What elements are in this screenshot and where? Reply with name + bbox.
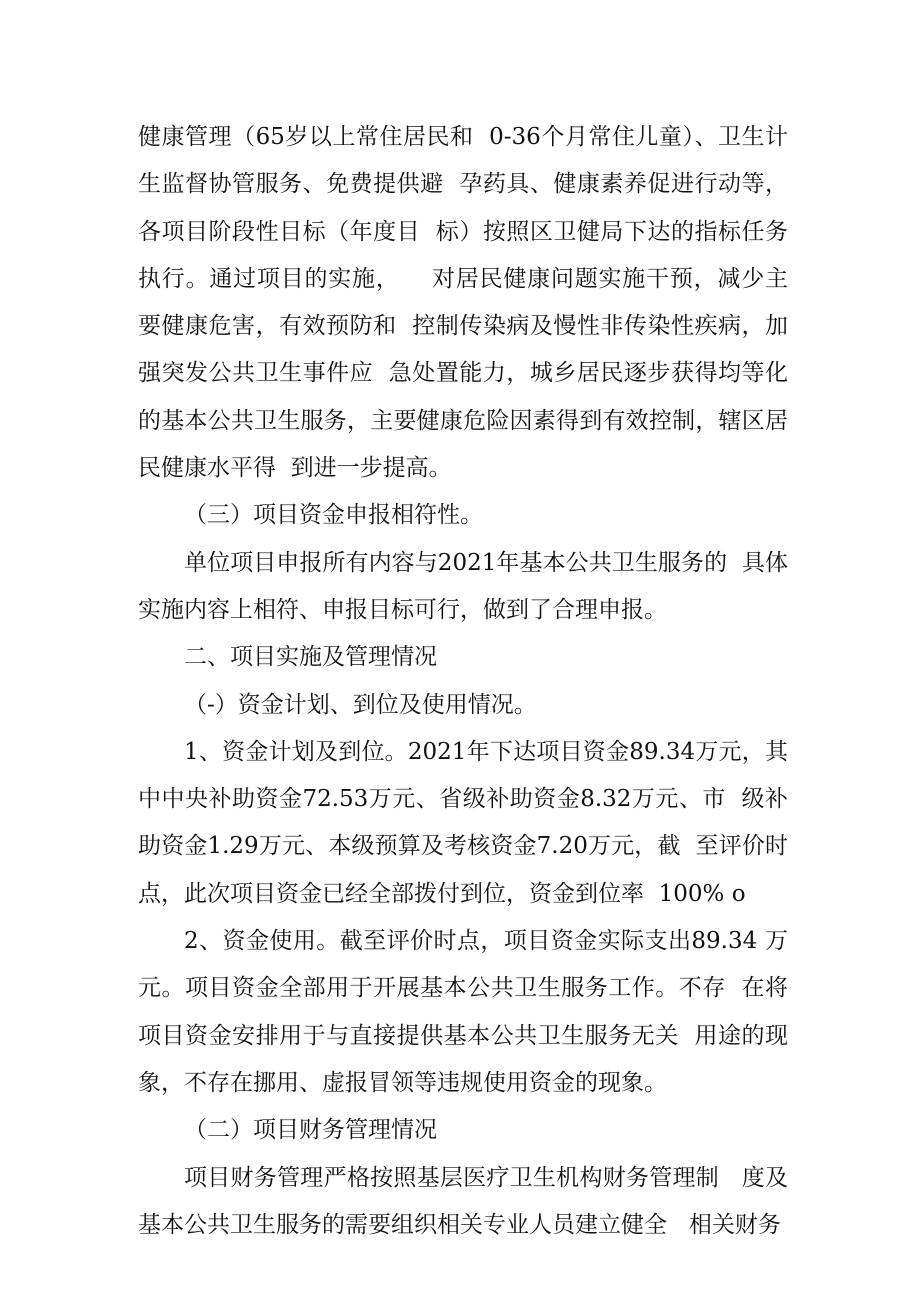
paragraph-health-management-continued: 健康管理（65岁以上常住居民和 0-36个月常住儿童）、卫生计生监督协管服务、免费提供避 孕药具、健康素养促进行动等，各项目阶段性目标（年度目 标）按照区卫健局下达的指标任务执行。通过项目的实施， 对居民健康问题实施干预，减少主要健康危害，有效预防和 控制传染病及慢性非传染性疾病，加强突发公共卫生事件应 急处置能力，城乡居民逐步获得均等化的基本公共卫生服务，主要健康危险因素得到有效控制，辖区居民健康水平得 到进一步提高。 <box>138 124 788 482</box>
paragraph-fund-usage: 2、资金使用。截至评价时点，项目资金实际支出89.34 万元。项目资金全部用于开展基本公共卫生服务工作。不存 在将项目资金安排用于与直接提供基本公共卫生服务无关 用途的现象，不存在挪用、虚报冒领等违规使用资金的现象。 <box>138 928 788 1096</box>
paragraph-fund-plan-arrival: 1、资金计划及到位。2021年下达项目资金89.34万元，其中中央补助资金72.53万元、省级补助资金8.32万元、市 级补助资金1.29万元、本级预算及考核资金7.20万元，截 至评价时点，此次项目资金已经全部拨付到位，资金到位率 100% o <box>138 738 788 907</box>
document-body <box>138 114 788 1249</box>
paragraph-financial-management: 项目财务管理严格按照基层医疗卫生机构财务管理制 度及基本公共卫生服务的需要组织相关专业人员建立健全 相关财务 <box>138 1164 788 1238</box>
heading-fund-plan-usage: （-）资金计划、到位及使用情况。 <box>184 691 537 718</box>
heading-funding-application-consistency: （三）项目资金申报相符性。 <box>184 502 483 529</box>
heading-implementation-management: 二、项目实施及管理情况 <box>184 644 437 671</box>
paragraph-application-consistency: 单位项目申报所有内容与2021年基本公共卫生服务的 具体实施内容上相符、申报目标可行，做到了合理申报。 <box>138 549 788 623</box>
heading-financial-management: （二）项目财务管理情况 <box>184 1117 437 1144</box>
